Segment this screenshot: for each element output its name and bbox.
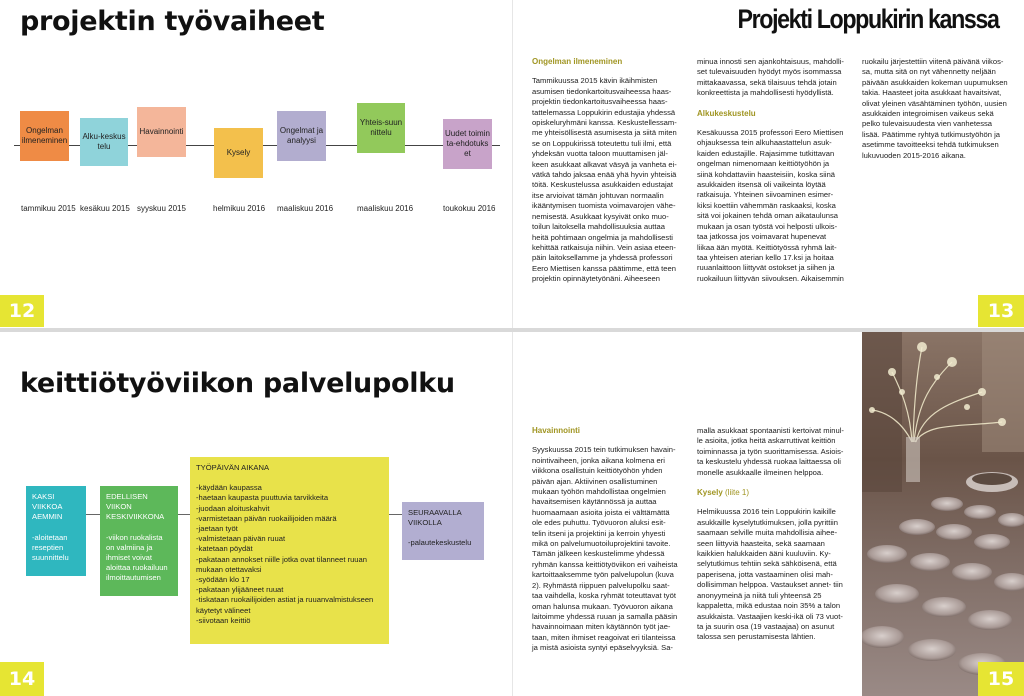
body-text: Tammikuussa 2015 kävin ikäihmisten asumisen tiedonkartoitusvaiheessa haas- projektin tiedonkartoitusvaiheessa haas- tattelemassa Loppukirin edustajia yhdessä opiskeluryhmäni kanssa. Keskustellessam- me yhteisöllisestä asumisesta ja siitä miten se on Loppukirissä toteutettu tuli ilmi, että yhdeksän vuotta taloon muuttamisen jäl- keen asukkaat alkavat väsyä ja vanheta ei- vätkä tahdo jaksaa enää yhä hyvin yhteisiä töitä. Keskustelussa asukkaiden edustajat itse arvioivat tämän johtuvan normaalin ikääntymisen tuomista voimavarojen vähe- nemisestä. Asukkaat kysyivät onko muo- toilun laitoksella mahdollisuuksia auttaa heitä pohtimaan ongelmia ja mahdollisesti kehittää ratkaisuja niihin. Vein asiaa eteen- päin laitoksellamme ja yhdessä professori Eero Miettisen kanssa päätimme, että teen projektin opinnäytetyönäni. Aiheeseen [532, 76, 677, 284]
task-item: -pakataan ylijääneet ruuat [196, 585, 284, 595]
stage-label: Uudet toiminta-ehdotukset [445, 129, 490, 158]
task-item: -pakataan annokset niille jotka ovat tilanneet ruuan mukaan otettavaksi [196, 554, 367, 574]
page-gutter [512, 0, 513, 328]
task-item: -katetaan pöydät [196, 544, 253, 554]
section-heading: Ongelman ilmeneminen [532, 57, 623, 66]
text-column-3 [862, 57, 1010, 171]
page-number-right: 15 [978, 662, 1024, 696]
page-number-left: 14 [0, 662, 44, 696]
body-text: Syyskuussa 2015 tein tutkimuksen havain- nointivaiheen, jonka aikana kolmena eri viikkona osallistuin keittiötyöhön yhden päivän ajan. Aktiivinen osallistuminen mukaan työhön mahdollistaa ongelmien havaitsemisen käytännössä ja auttaa huomaamaan asioita joista ei välttämättä ole edes puhuttu. Työvuoron aluksi esit- telin itseni ja projektini ja kerroin yhyesti mikä on palvelumuotoiluprojektini tavoite. Tämän jälkeen keskustelimme yhdessä ryhmän kanssa keittiötyöviikon eri vaiheista kartoittaaksemme työn palvelupolun (kuva 2). Ryhmästä riippuen palvelupolku saat- taa vaihdella, koska ryhmät toteuttavat työt oman halunsa mukaan. Työvuoron aikana laitoimme yhdessä ruuan ja samalla pääsin havainnoimaan miten käytännön työt jae- taan, miten ihmiset reagoivat eri tilanteissa ja mistä asioista syntyi epäselvyyksiä. Sa- [532, 445, 678, 653]
task-list [196, 483, 383, 626]
flow-box-title: TYÖPÄIVÄN AIKANA [196, 463, 270, 472]
task-item: -jaetaan työt [196, 524, 238, 534]
body-text: Helmikuussa 2016 tein Loppukirin kaikille asukkaille kyselytutkimuksen, jolla pyrittiin saamaan selville muita mahdollisia aihee- seen liittyviä haasteita, sekä saamaan kaikkien halukkaiden ääni kuuluviin. Ky- selytutkimus tehtiin sekä sähköisenä, että paperisena, jotta vastaaminen olisi mah- dollisimman helppoa. Vastaukset annet- tiin anonyymeinä ja niitä tuli yhteensä 25 kappaletta, mikä edustaa noin 35% a talon asukkaista. Vastaajien keski-ikä oli 73 vuot- ta ja suurin osa (19 vastaajaa) on asunut talossa sen perustamisesta lähtien. [697, 507, 843, 642]
section-heading: Alkukeskustelu [697, 108, 756, 118]
page-number-left: 12 [0, 295, 44, 327]
heading-appendix: (liite 1) [722, 488, 750, 498]
stage-box-survey [214, 128, 263, 178]
stage-box-initial-discussion [80, 118, 128, 166]
kitchen-photo [862, 332, 1024, 696]
stage-label: Ongelman ilmeneminen [21, 126, 68, 145]
text-column-2 [697, 426, 845, 653]
task-item: -varmistetaan päivän ruokailijoiden määrä [196, 513, 337, 523]
flow-box-title: KAKSI VIIKKOA AEMMIN [32, 492, 63, 522]
spread-pages-12-13 [0, 0, 1024, 328]
section-heading [697, 488, 845, 498]
task-item: -käydään kaupassa [196, 483, 262, 493]
text-column-1 [532, 57, 680, 295]
stage-label: Yhteis-suunnittelu [359, 118, 403, 137]
page-title-left: keittiötyöviikon palvelupolku [20, 368, 455, 399]
flow-box-body: -aloitetaan reseptien suunnittelu [32, 532, 69, 563]
task-item: -syödään klo 17 [196, 575, 250, 585]
stage-box-co-design [357, 103, 405, 153]
spread-pages-14-15 [0, 332, 1024, 696]
stage-date: helmikuu 2016 [213, 204, 266, 213]
task-item: -haetaan kaupasta puuttuvia tarvikkeita [196, 493, 329, 503]
kitchen-photo-illustration [862, 332, 1024, 696]
body-text: ruokailu järjestettiin viitenä päivänä viikos- sa, mutta sitä on nyt vähennetty neljään päivään asukkaiden kokeman uupumuksen takia. Haasteet joita asukkaat havaitsivat, olivat yleinen väsähtäminen työhön, uusien asukkaiden integroimisen vaikeus sekä pelko tulevaisuudesta vien vanhetessa lisää. Päätimme ryhtyä tutkimustyöhön ja asetimme tavoitteeksi tehdä tutkimuksen lukuvuoden 2015-2016 aikana. [862, 57, 1008, 160]
body-text: malla asukkaat spontaanisti kertoivat minul- le asioita, jotka heitä askarruttivat keittiön toiminnassa ja työn suorittamisessa. Asiois- ta keskustelu yhdessä ruokaa laittaessa oli monelle asukkaalle ilmeinen helppoa. [697, 426, 844, 477]
flow-box-body: -viikon ruokalista on valmiina ja ihmiset voivat aloittaa ruokailuun ilmoittautumisen [106, 532, 168, 583]
flow-box-next-week [402, 502, 484, 560]
flow-box-two-weeks-before [26, 486, 86, 576]
stage-box-observation [137, 107, 186, 157]
stage-label: Havainnointi [139, 127, 184, 136]
stage-label: Kysely [226, 148, 251, 157]
stage-label: Alku-keskustelu [82, 132, 126, 151]
flow-box-title: EDELLISEN VIIKON KESKIVIIKKONA [106, 492, 165, 522]
stage-date: toukokuu 2016 [443, 204, 496, 213]
text-column-1 [532, 426, 680, 664]
body-text: minua innosti sen ajankohtaisuus, mahdolli- set tulevaisuuden hyödyt myös isommassa mittakaavassa, sekä tilaisuus tehdä jotain konkreettista ja mahdollisesti hyödyllistä. [697, 57, 844, 98]
section-heading: Havainnointi [532, 426, 581, 435]
flow-box-workday [190, 457, 389, 644]
stage-date: maaliskuu 2016 [277, 204, 334, 213]
stage-date: syyskuu 2015 [137, 204, 186, 213]
stage-label: Ongelmat ja analyysi [279, 126, 324, 145]
task-item: -tiskataan ruokailijoiden astiat ja ruuanvalmistukseen käytetyt välineet [196, 595, 374, 615]
stage-date: kesäkuu 2015 [80, 204, 130, 213]
heading-main: Kysely [697, 488, 723, 498]
stage-box-problem [20, 111, 69, 161]
flow-box-title: SEURAAVALLA VIIKOLLA [408, 508, 462, 528]
stage-box-analysis [277, 111, 326, 161]
flow-box-body: -palautekeskustelu [408, 538, 472, 548]
page-title-right: Projekti Loppukirin kanssa [736, 4, 998, 34]
task-item: -valmistetaan päivän ruuat [196, 534, 286, 544]
task-item: -juodaan aloituskahvit [196, 503, 270, 513]
stage-date: tammikuu 2015 [21, 204, 76, 213]
flow-box-previous-week [100, 486, 178, 596]
stage-date: maaliskuu 2016 [357, 204, 414, 213]
page-title-left: projektin työvaiheet [20, 6, 325, 37]
page-gutter [512, 332, 513, 696]
stage-box-new-proposals [443, 119, 492, 169]
text-column-2 [697, 57, 845, 294]
body-text: Kesäkuussa 2015 professori Eero Miettisen ohjauksessa tein alkuhaastattelun asuk- kaiden edustajille. Rajasimme tutkittavan ongelman nimenomaan keittiötyöhön ja siinä kohdattaviin haasteisiin, koska siinä asukkaiden itsensä oli vaikeinta löytää ratkaisuja. Yhteinen siivoaminen esimer- kiksi koettiin vähemmän raskaaksi, koska sitä voi jokainen tehdä oman aikataulunsa mukaan ja osan työstä voi helposti ulkois- taa jatkossa jos voimavarat hupenevat liikaa ään myötä. Keittiötyössä ryhmä lait- taa yhteisen aterian kello 17.ksi ja hoitaa ruuanlaittoon liittyvät ostokset ja siihen ja ruokailuun liittyvän siivouksen. Aikaisemmin [697, 128, 844, 283]
task-item: -siivotaan keittiö [196, 615, 251, 625]
page-number-right: 13 [978, 295, 1024, 327]
